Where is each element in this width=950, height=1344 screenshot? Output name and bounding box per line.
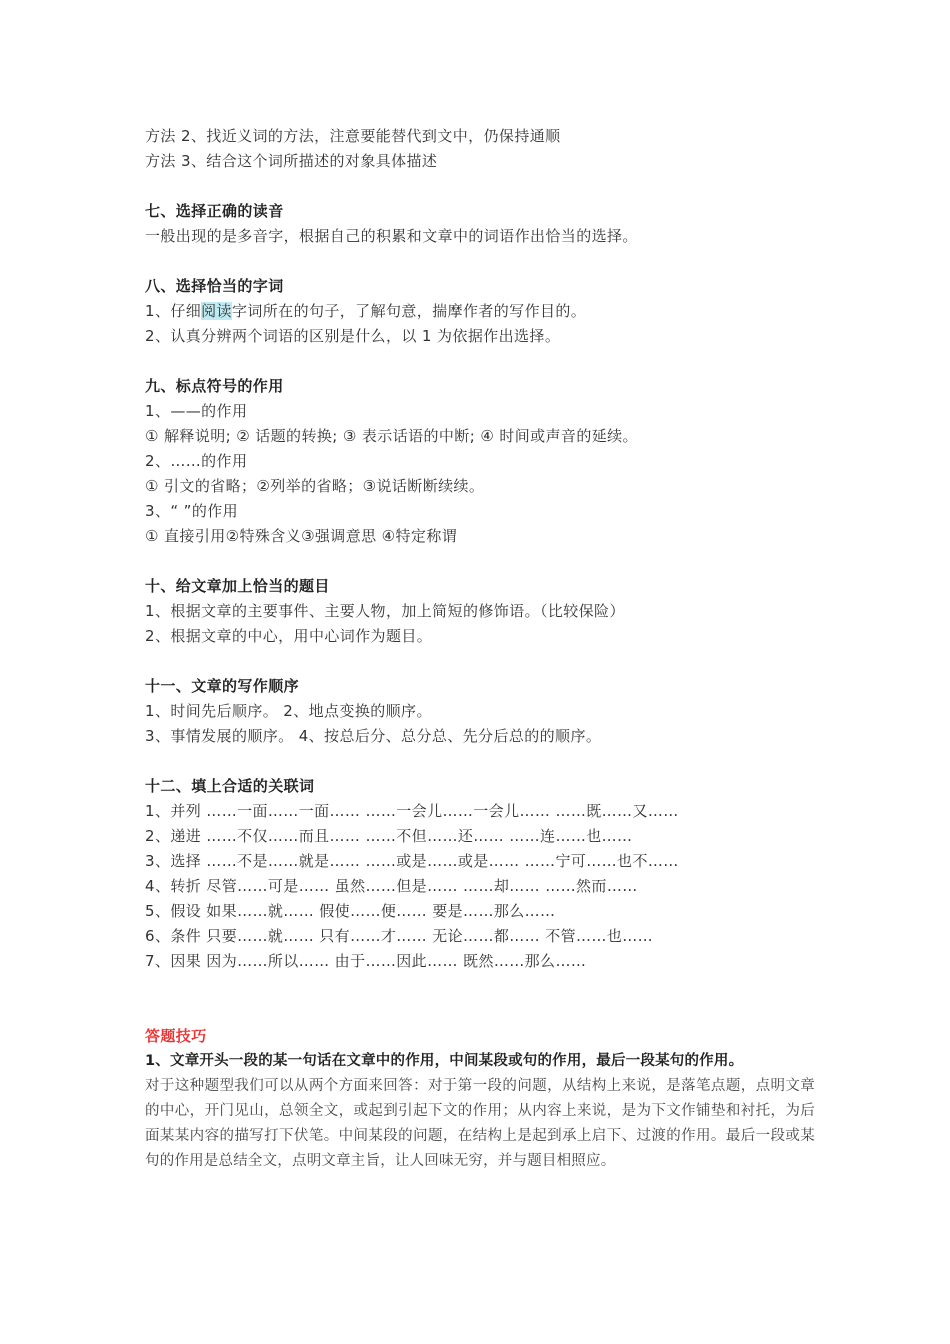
section-12-line: 5、假设 如果……就…… 假使……便…… 要是……那么……: [145, 902, 556, 920]
section-12-line: 1、并列 ……一面……一面…… ……一会儿……一会儿…… ……既……又……: [145, 802, 679, 820]
section-9-line: 1、——的作用: [145, 402, 248, 420]
section-12-line: 2、递进 ……不仅……而且…… ……不但……还…… ……连……也……: [145, 827, 633, 845]
tips-paragraph: 对于这种题型我们可以从两个方面来回答：对于第一段的问题，从结构上来说，是落笔点题，点明文章的中心，开门见山，总领全文，或起到引起下文的作用；从内容上来说，是为下文作铺垫和衬托，为后面某某内容的描写打下伏笔。中间某段的问题，在结构上是起到承上启下、过渡的作用。最后一段或某句的作用是总结全文，点明文章主旨，让人回味无穷，并与题目相照应。: [145, 1078, 815, 1169]
section-7-line: 一般出现的是多音字，根据自己的积累和文章中的词语作出恰当的选择。: [145, 227, 638, 245]
tips-heading: 答题技巧: [145, 1027, 207, 1045]
section-8-line-1-pre: 1、仔细: [145, 302, 202, 320]
section-12-line: 6、条件 只要……就…… 只有……才…… 无论……都…… 不管……也……: [145, 927, 654, 945]
section-7-heading: 七、选择正确的读音: [145, 202, 284, 220]
section-9-line: ① 直接引用②特殊含义③强调意思 ④特定称谓: [145, 527, 458, 545]
section-8-line-2: 2、认真分辨两个词语的区别是什么，以 1 为依据作出选择。: [145, 327, 561, 345]
spacer: [145, 749, 815, 774]
document-page: [145, 124, 815, 1174]
section-12-line: 7、因果 因为……所以…… 由于……因此…… 既然……那么……: [145, 952, 587, 970]
section-12-line: 4、转折 尽管……可是…… 虽然……但是…… ……却…… ……然而……: [145, 877, 638, 895]
section-12-heading: 十二、填上合适的关联词: [145, 777, 315, 795]
spacer: [145, 249, 815, 274]
spacer: [145, 974, 815, 999]
section-9-line: 2、……的作用: [145, 452, 248, 470]
section-11-heading: 十一、文章的写作顺序: [145, 677, 300, 695]
spacer: [145, 349, 815, 374]
section-9-line: ① 解释说明; ② 话题的转换; ③ 表示话语的中断; ④ 时间或声音的延续。: [145, 427, 638, 445]
section-10-line: 1、根据文章的主要事件、主要人物，加上简短的修饰语。（比较保险）: [145, 602, 625, 620]
section-10-heading: 十、给文章加上恰当的题目: [145, 577, 330, 595]
spacer: [145, 174, 815, 199]
method-2-line: 方法 2、找近义词的方法，注意要能替代到文中，仍保持通顺: [145, 127, 561, 145]
method-3-line: 方法 3、结合这个词所描述的对象具体描述: [145, 152, 438, 170]
section-11-line: 1、时间先后顺序。 2、地点变换的顺序。: [145, 702, 432, 720]
section-11-line: 3、事情发展的顺序。 4、按总后分、总分总、先分后总的的顺序。: [145, 727, 602, 745]
section-8-line-1: [145, 299, 815, 324]
tips-subheading: 1、文章开头一段的某一句话在文章中的作用，中间某段或句的作用，最后一段某句的作用。: [145, 1053, 744, 1069]
highlighted-link-reading[interactable]: 阅读: [201, 302, 232, 320]
spacer: [145, 549, 815, 574]
section-9-line: ① 引文的省略；②列举的省略；③说话断断续续。: [145, 477, 485, 495]
section-9-line: 3、“ ”的作用: [145, 502, 239, 520]
section-8-line-1-post: 字词所在的句子，了解句意，揣摩作者的写作目的。: [231, 302, 587, 320]
spacer: [145, 999, 815, 1024]
section-10-line: 2、根据文章的中心，用中心词作为题目。: [145, 627, 433, 645]
spacer: [145, 649, 815, 674]
section-12-line: 3、选择 ……不是……就是…… ……或是……或是…… ……宁可……也不……: [145, 852, 679, 870]
section-9-heading: 九、标点符号的作用: [145, 377, 284, 395]
section-8-heading: 八、选择恰当的字词: [145, 277, 284, 295]
